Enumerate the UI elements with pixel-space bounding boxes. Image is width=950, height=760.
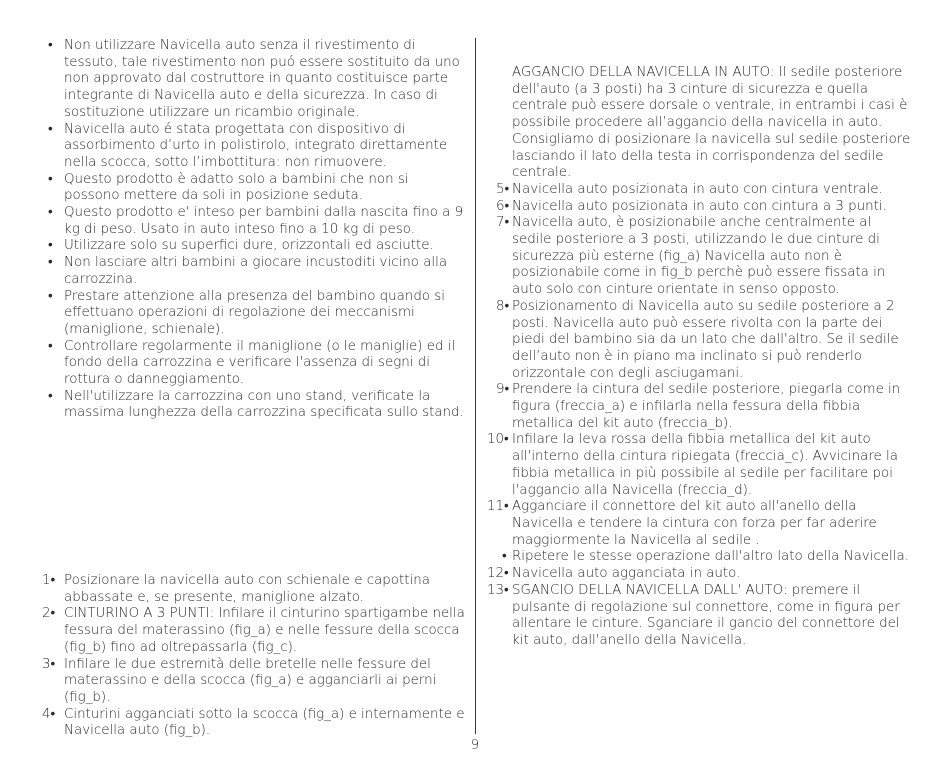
step-item: [484, 382, 914, 432]
warning-text: Questo prodotto e' inteso per bambini dalla nascita fino a 9 kg di peso. Usato in auto inteso fino a 10 kg di peso.: [64, 205, 464, 237]
step-item: [484, 583, 914, 650]
warning-item: • Questo prodotto è adatto solo a bambini che non si possono mettere da soli in posizione seduta.: [48, 172, 468, 205]
step-item: [484, 199, 914, 216]
warning-text: Controllare regolarmente il maniglione (o le maniglie) ed il fondo della carrozzina e verificare l'assenza di segni di rottura o danneggiamento.: [64, 338, 456, 388]
warning-item: • Controllare regolarmente il maniglione (o le maniglie) ed il fondo della carrozzina e verificare l'assenza di segni di rottura o danneggiamento.: [48, 339, 468, 389]
step-item: [42, 573, 468, 606]
step-text: Posizionamento di Navicella auto su sedile posteriore a 2 posti. Navicella auto può essere rivolta con la parte dei piedi del bambino sia da un lato che dall'altro. Se il sedile dell’auto non è in piano ma inclinato si può renderlo orizzontale con degli asciugamani.: [512, 298, 899, 381]
warning-text: Non lasciare altri bambini a giocare incustoditi vicino alla carrozzina.: [64, 255, 448, 287]
step-item: [484, 215, 914, 299]
step-number: •: [502, 549, 507, 565]
step-number: 8•: [496, 298, 510, 314]
warning-item: • Non utilizzare Navicella auto senza il rivestimento di tessuto, tale rivestimento non puó essere sostituito da uno non approvato dal costruttore in quanto costituisce parte integrante di Navicella auto e della sicurezza. In caso di sostituzione utilizzare un ricambio originale.: [48, 38, 468, 122]
step-text: Infilare le due estremità delle bretelle nelle fessure del materassino e della scocca (fig_a) e agganciarli ai perni (fig_b).: [64, 656, 437, 705]
page-number: 9: [470, 738, 480, 753]
warning-text: Utilizzare solo su superfici dure, orizzontali ed asciutte.: [64, 238, 434, 254]
warning-text: Navicella auto é stata progettata con dispositivo di assorbimento d’urto in polistirolo, integrato direttamente nella scocca, sotto l’imbottitura: non rimuovere.: [64, 121, 448, 170]
warning-text: Nell'utilizzare la carrozzina con uno stand, verificate la massima lunghezza della carrozzina specificata sullo stand.: [64, 388, 464, 421]
warning-item: • Prestare attenzione alla presenza del bambino quando si effettuano operazioni di regolazione dei meccanismi (maniglione, schienale).: [48, 289, 468, 339]
step-text: Infilare la leva rossa della fibbia metallica del kit auto all'interno della cintura ripiegata (freccia_c). Avvicinare la fibbia metallica in più possibile al sedile per facilitare poi l'aggancio alla Navicella (freccia_d).: [512, 432, 898, 498]
car-attachment-intro: [484, 65, 914, 182]
left-warnings-column: [48, 38, 468, 422]
step-text: Navicella auto agganciata in auto.: [512, 566, 741, 582]
step-item: [42, 657, 468, 707]
step-number: 5•: [496, 181, 510, 197]
step-text: Prendere la cintura del sedile posteriore, piegarla come in figura (freccia_a) e infilarla nella fessura della fibbia metallica del kit auto (freccia_b).: [512, 382, 901, 431]
step-number: 7•: [496, 215, 510, 231]
step-number: 13•: [487, 582, 509, 598]
step-number: 10•: [487, 432, 509, 448]
step-text: Cinturini agganciati sotto la scocca (fig_a) e internamente e Navicella auto (fig_b).: [64, 706, 465, 739]
warning-text: Non utilizzare Navicella auto senza il rivestimento di tessuto, tale rivestimento non puó essere sostituito da uno non approvato dal costruttore in quanto costituisce parte integrante di Navicella auto e della sicurezza. In caso di sostituzione utilizzare un ricambio originale.: [64, 38, 460, 120]
step-item: [484, 182, 914, 199]
warning-item: • Questo prodotto e' inteso per bambini dalla nascita fino a 9 kg di peso. Usato in auto inteso fino a 10 kg di peso.: [48, 205, 468, 238]
step-item: [42, 606, 468, 656]
step-text: CINTURINO A 3 PUNTI: Infilare il cinturino spartigambe nella fessura del materassino (fig_a) e nelle fessure della scocca (fig_b) fino ad oltrepassarla (fig_c).: [64, 606, 465, 655]
step-item: [484, 549, 914, 566]
step-text: Agganciare il connettore del kit auto all'anello della Navicella e tendere la cintura con forza per far aderire maggiormente la Navicella al sedile .: [512, 499, 877, 548]
warning-item: • Utilizzare solo su superfici dure, orizzontali ed asciutte.: [48, 238, 468, 255]
step-item: [42, 707, 468, 740]
step-text: Ripetere le stesse operazione dall'altro lato della Navicella.: [512, 549, 909, 565]
step-number: 2•: [42, 606, 56, 622]
step-text: Navicella auto, è posizionabile anche centralmente al sedile posteriore a 3 posti, utilizzando le due cinture di sicurezza più esterne (fig_a) Navicella auto non è posizionabile come in fig_b perchè può essere fissata in auto solo con cinture orientate in senso opposto.: [512, 215, 886, 298]
step-number: 3•: [42, 656, 56, 672]
step-text: SGANCIO DELLA NAVICELLA DALL' AUTO: premere il pulsante di regolazione sul connettore, come in figura per allentare le cinture. Sganciare il gancio del connettore del kit auto, dall'anello della Navicella.: [512, 582, 900, 648]
warning-text: Questo prodotto è adatto solo a bambini che non si possono mettere da soli in posizione seduta.: [64, 171, 409, 204]
step-text: Navicella auto posizionata in auto con cintura ventrale.: [512, 181, 883, 197]
step-text: Posizionare la navicella auto con schienale e capottina abbassate e, se presente, maniglione alzato.: [64, 573, 430, 605]
step-number: 4•: [42, 706, 56, 722]
left-steps-column: [42, 573, 468, 740]
warning-item: • Non lasciare altri bambini a giocare incustoditi vicino alla carrozzina.: [48, 255, 468, 288]
step-item: [484, 432, 914, 499]
right-column: [484, 65, 914, 650]
step-text: Navicella auto posizionata in auto con cintura a 3 punti.: [512, 198, 887, 214]
step-number: 9•: [496, 382, 510, 398]
warning-item: • Nell'utilizzare la carrozzina con uno stand, verificate la massima lunghezza della carrozzina specificata sullo stand.: [48, 389, 468, 422]
column-divider: [475, 38, 476, 734]
step-number: 6•: [496, 198, 510, 214]
warning-item: • Navicella auto é stata progettata con dispositivo di assorbimento d’urto in polistirolo, integrato direttamente nella scocca, sotto l’imbottitura: non rimuovere.: [48, 122, 468, 172]
step-number: 1•: [42, 573, 56, 588]
step-number: 12•: [487, 566, 509, 582]
step-item: [484, 499, 914, 549]
step-item: [484, 566, 914, 583]
step-number: 11•: [487, 499, 509, 515]
step-item: [484, 299, 914, 383]
warning-text: Prestare attenzione alla presenza del bambino quando si effettuano operazioni di regolazione dei meccanismi (maniglione, schienale).: [64, 288, 445, 337]
intro-text: AGGANCIO DELLA NAVICELLA IN AUTO: Il sedile posteriore dell'auto (a 3 posti) ha 3 cinture di sicurezza e quella centrale può essere dorsale o ventrale, in entrambi i casi è possibile procedere all’aggancio della navicella in auto. Consigliamo di posizionare la navicella sul sedile posteriore lasciando il lato della testa in corrispondenza del sedile centrale.: [512, 65, 911, 181]
